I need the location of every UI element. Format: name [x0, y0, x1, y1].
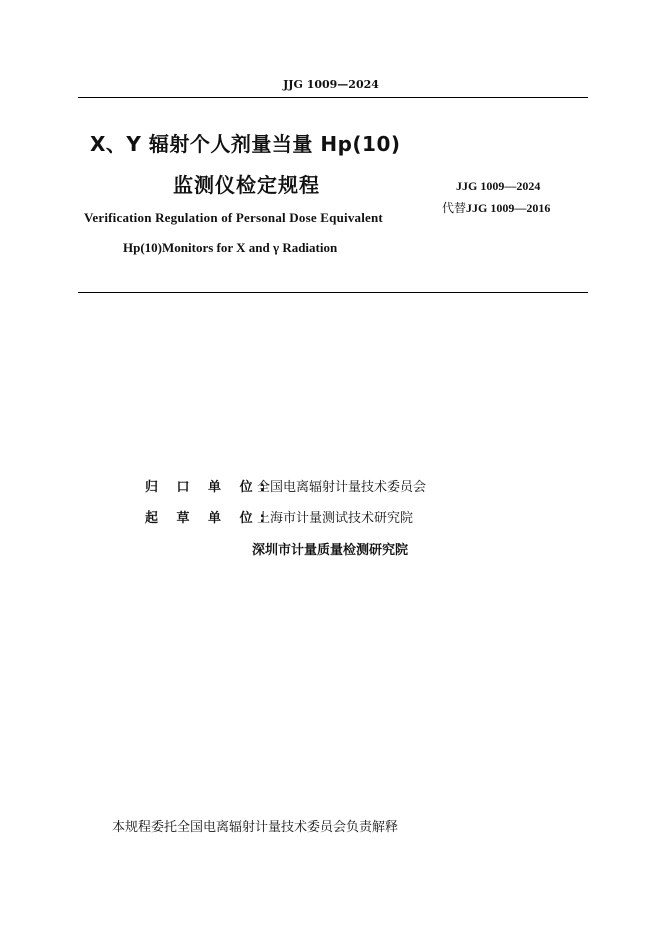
title-line-1: X、Y 辐射个人剂量当量 Hp(10) [90, 132, 401, 156]
drafting-unit-value-2: 深圳市计量质量检测研究院 [252, 543, 409, 558]
header-standard-code: JJG 1009—2024 [283, 78, 379, 91]
drafting-unit-value-1: 上海市计量测试技术研究院 [257, 511, 414, 526]
drafting-unit-label: 起 草 单 位: [145, 511, 272, 526]
replaces-prefix: 代替 [442, 201, 467, 215]
standard-number: JJG 1009—2024 [456, 179, 541, 193]
english-title-line-2: Hp(10)Monitors for X and γ Radiation [123, 240, 338, 255]
top-rule [78, 97, 588, 98]
english-title-line-1: Verification Regulation of Personal Dose Equivalent [84, 210, 383, 225]
replaces-code: JJG 1009—2016 [466, 201, 551, 215]
interpretation-note: 本规程委托全国电离辐射计量技术委员会负责解释 [112, 820, 399, 835]
responsible-unit-value: 全国电离辐射计量技术委员会 [257, 480, 427, 495]
replaces-standard [442, 199, 550, 216]
title-line-2: 监测仪检定规程 [173, 173, 320, 197]
title-bottom-rule [78, 292, 588, 293]
responsible-unit-label: 归 口 单 位: [145, 480, 272, 495]
